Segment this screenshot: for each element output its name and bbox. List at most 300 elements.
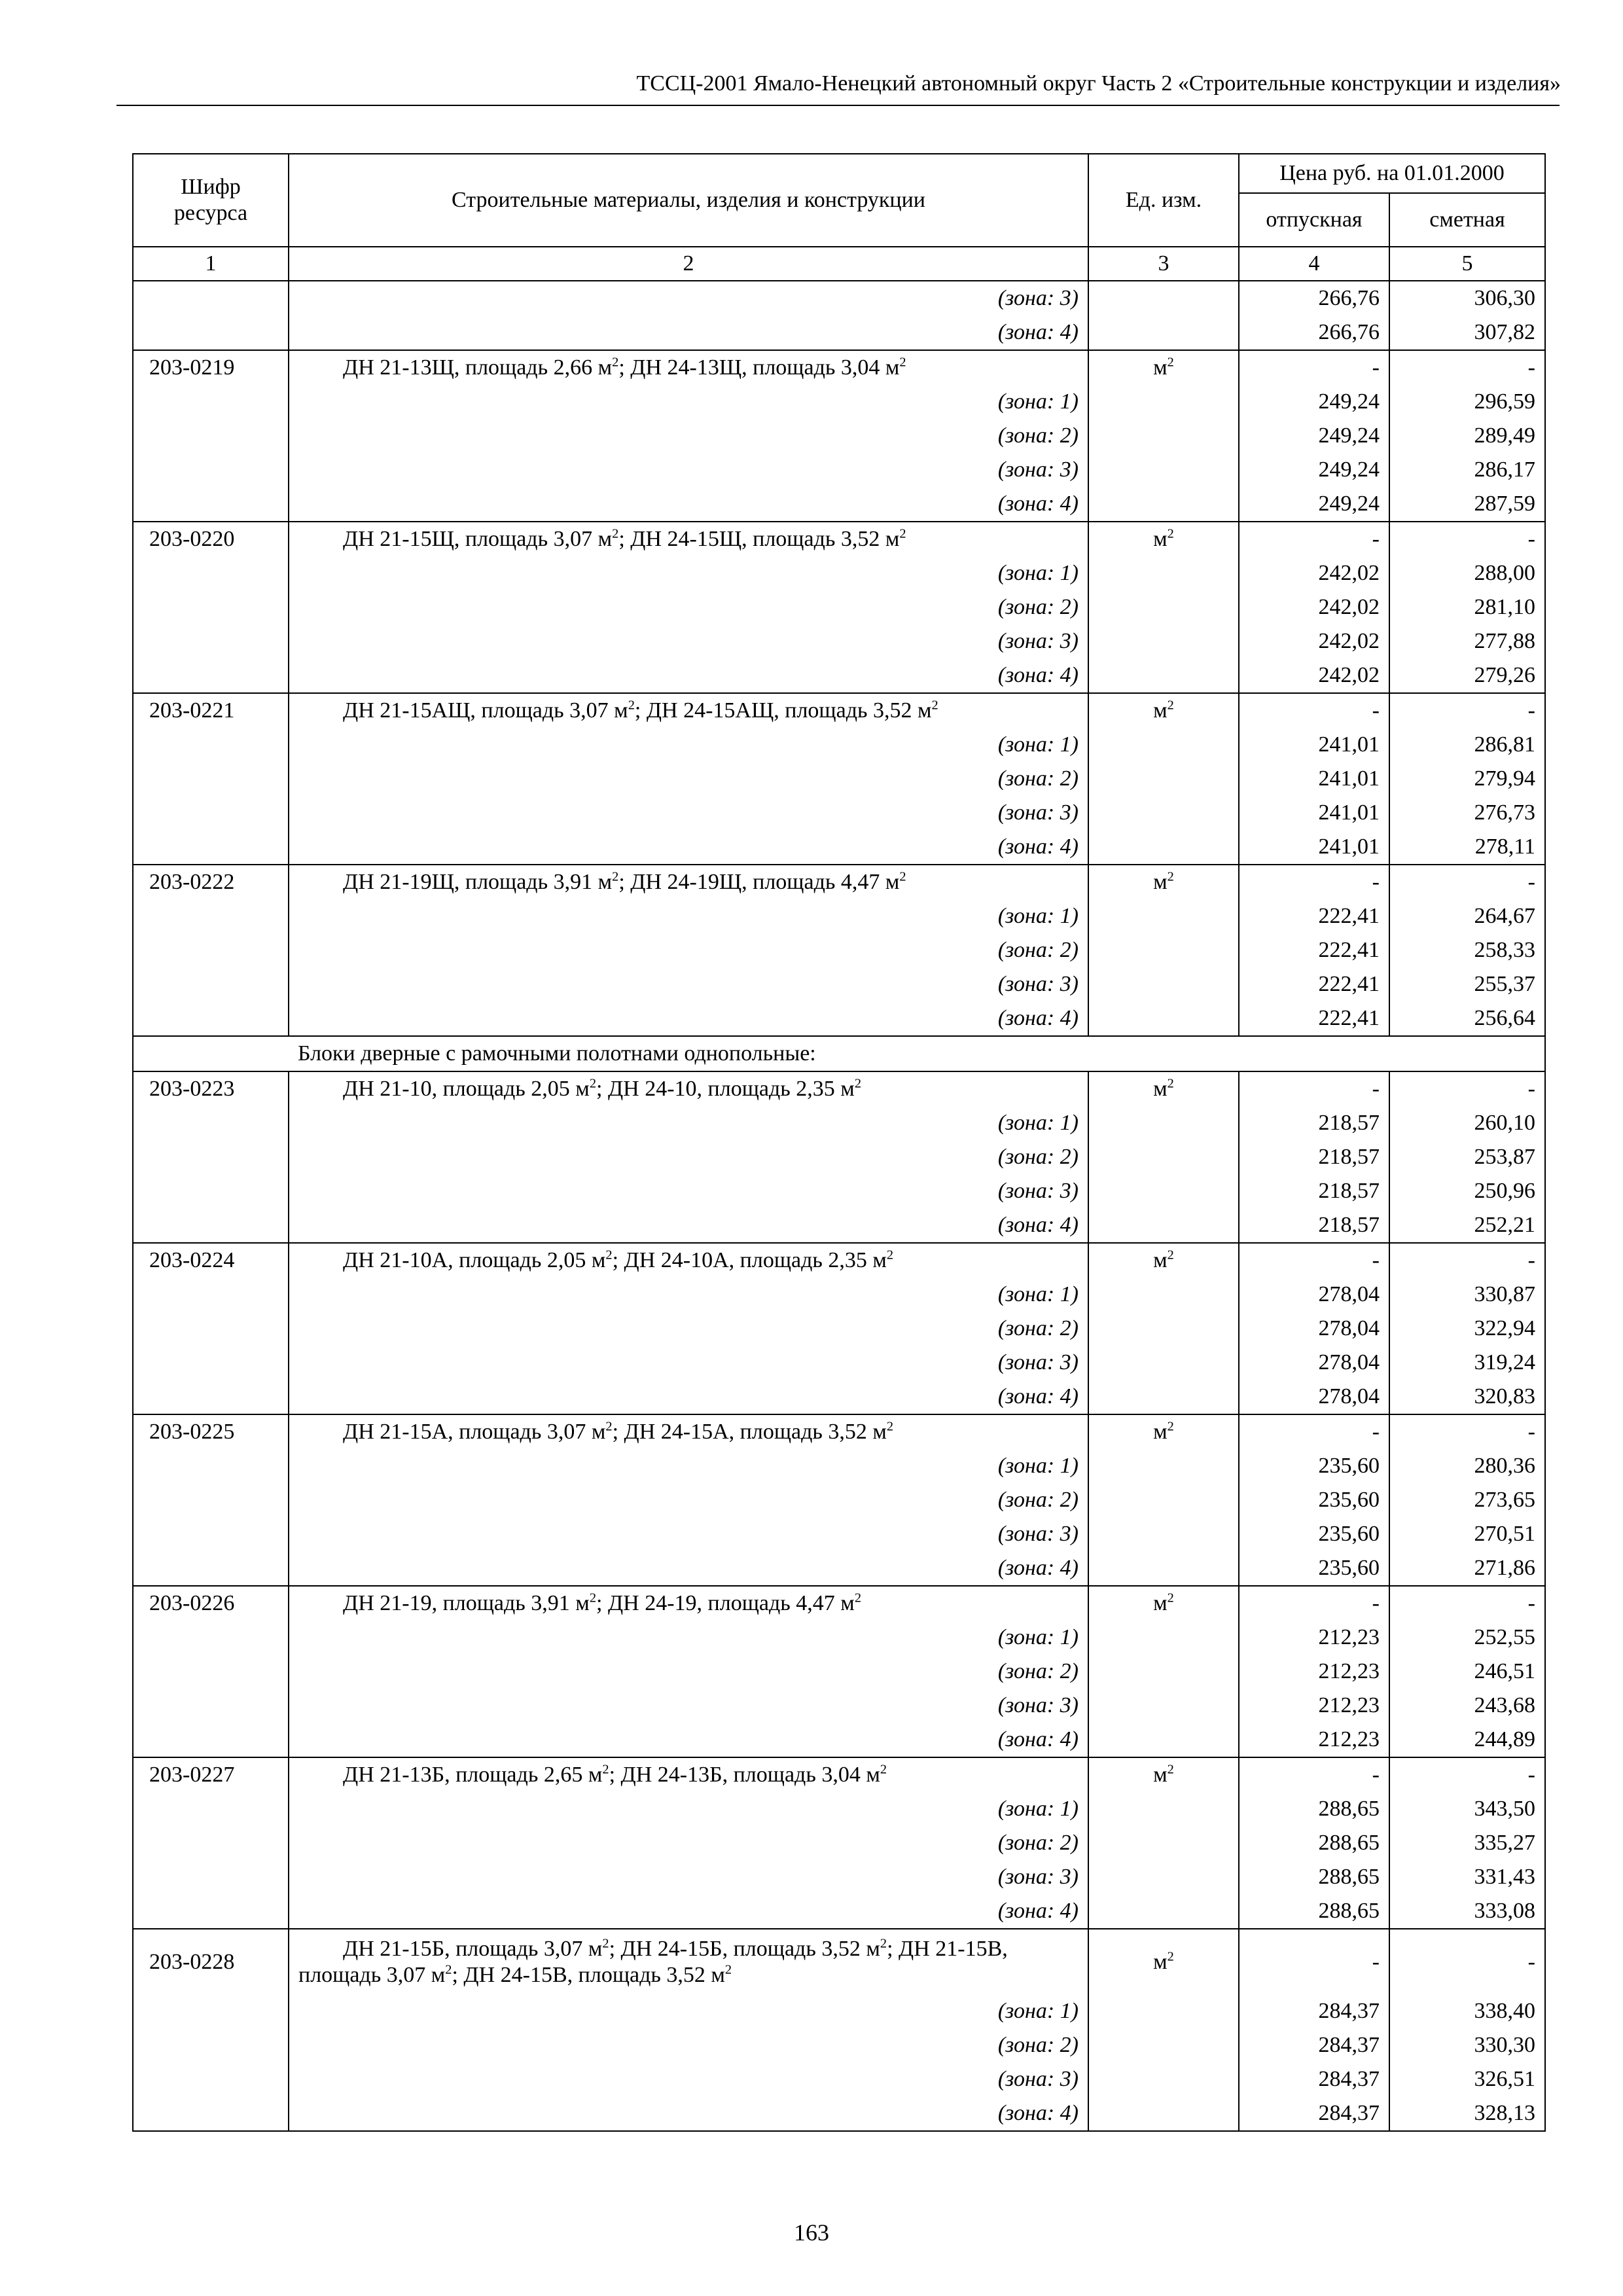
estimate-price: 333,08: [1389, 1894, 1545, 1929]
zone-label: (зона: 3): [289, 1860, 1088, 1894]
zone-label: (зона: 2): [289, 1140, 1088, 1174]
release-price: 249,24: [1239, 487, 1389, 522]
estimate-price: 253,87: [1389, 1140, 1545, 1174]
zone-row: [133, 1860, 1545, 1894]
release-price: 278,04: [1239, 1380, 1389, 1414]
item-row: [133, 350, 1545, 385]
zone-label: (зона: 4): [289, 2096, 1088, 2131]
zone-label: (зона: 1): [289, 728, 1088, 762]
zone-label: (зона: 2): [289, 1655, 1088, 1689]
code-cell: [133, 762, 289, 796]
zone-row: [133, 2096, 1545, 2131]
zone-row: [133, 1346, 1545, 1380]
unit: $м^2$: [1088, 865, 1239, 899]
release-price: 284,37: [1239, 2028, 1389, 2062]
section-label: Блоки дверные с рамочными полотнами однопольные:: [289, 1036, 1545, 1071]
item-name: ДН 21-10А, площадь 2,05 $м^2$; ДН 24-10А, площадь 2,35 $м^2$: [289, 1243, 1088, 1278]
estimate-price: 252,21: [1389, 1208, 1545, 1243]
zone-row: [133, 1826, 1545, 1860]
zone-row: [133, 487, 1545, 522]
code-cell: [133, 1140, 289, 1174]
code-cell: [133, 2062, 289, 2096]
zone-label: (зона: 2): [289, 590, 1088, 624]
code-cell: [133, 453, 289, 487]
resource-code: 203-0227: [133, 1757, 289, 1792]
estimate-price: -: [1389, 1757, 1545, 1792]
zone-row: [133, 1106, 1545, 1140]
estimate-price: 279,94: [1389, 762, 1545, 796]
unit-cell: [1088, 1826, 1239, 1860]
zone-row: [133, 1449, 1545, 1483]
zone-row: [133, 899, 1545, 933]
unit-cell: [1088, 487, 1239, 522]
unit: $м^2$: [1088, 1414, 1239, 1449]
zone-label: (зона: 4): [289, 1723, 1088, 1757]
code-cell: [133, 590, 289, 624]
code-cell: [133, 281, 289, 315]
zone-row: [133, 419, 1545, 453]
zone-row: [133, 2028, 1545, 2062]
release-price: 235,60: [1239, 1449, 1389, 1483]
zone-row: [133, 1278, 1545, 1312]
unit-cell: [1088, 933, 1239, 967]
unit-cell: [1088, 1380, 1239, 1414]
zone-label: (зона: 2): [289, 933, 1088, 967]
estimate-price: 250,96: [1389, 1174, 1545, 1208]
resource-code: 203-0222: [133, 865, 289, 899]
unit-cell: [1088, 315, 1239, 350]
zone-label: (зона: 3): [289, 967, 1088, 1001]
estimate-price: -: [1389, 1586, 1545, 1621]
table-body: [133, 281, 1545, 2131]
code-cell: [133, 624, 289, 658]
section-code-cell: [133, 1036, 289, 1071]
release-price: 241,01: [1239, 796, 1389, 830]
header-rule: [116, 105, 1560, 106]
release-price: 218,57: [1239, 1106, 1389, 1140]
item-row: [133, 1586, 1545, 1621]
item-row: [133, 865, 1545, 899]
item-row: [133, 1929, 1545, 1994]
code-cell: [133, 1621, 289, 1655]
estimate-price: 256,64: [1389, 1001, 1545, 1036]
zone-row: [133, 1621, 1545, 1655]
zone-label: (зона: 4): [289, 315, 1088, 350]
release-price: 242,02: [1239, 556, 1389, 590]
zone-row: [133, 556, 1545, 590]
estimate-price: 286,17: [1389, 453, 1545, 487]
estimate-price: 273,65: [1389, 1483, 1545, 1517]
estimate-price: 320,83: [1389, 1380, 1545, 1414]
unit-cell: [1088, 1174, 1239, 1208]
item-name-line-2: площадь 3,07 $м^2$; ДН 24-15В, площадь 3,52 $м^2$: [298, 1962, 732, 1987]
estimate-price: 258,33: [1389, 933, 1545, 967]
zone-label: (зона: 3): [289, 1517, 1088, 1551]
unit-cell: [1088, 1346, 1239, 1380]
unit-cell: [1088, 1860, 1239, 1894]
estimate-price: 326,51: [1389, 2062, 1545, 2096]
code-cell: [133, 1483, 289, 1517]
estimate-price: 331,43: [1389, 1860, 1545, 1894]
release-price: 284,37: [1239, 2062, 1389, 2096]
unit: $м^2$: [1088, 1071, 1239, 1106]
estimate-price: -: [1389, 1071, 1545, 1106]
zone-row: [133, 385, 1545, 419]
release-price: 242,02: [1239, 590, 1389, 624]
zone-row: [133, 1312, 1545, 1346]
estimate-price: -: [1389, 693, 1545, 728]
item-name: ДН 21-13Щ, площадь 2,66 $м^2$; ДН 24-13Щ, площадь 3,04 $м^2$: [289, 350, 1088, 385]
unit-cell: [1088, 1483, 1239, 1517]
code-cell: [133, 315, 289, 350]
zone-row: [133, 1140, 1545, 1174]
unit-cell: [1088, 899, 1239, 933]
unit-cell: [1088, 1001, 1239, 1036]
zone-label: (зона: 1): [289, 1278, 1088, 1312]
unit-cell: [1088, 1551, 1239, 1586]
zone-row: [133, 1174, 1545, 1208]
zone-row: [133, 453, 1545, 487]
release-price: 288,65: [1239, 1860, 1389, 1894]
code-cell: [133, 1689, 289, 1723]
unit-cell: [1088, 1140, 1239, 1174]
item-name: ДН 21-10, площадь 2,05 $м^2$; ДН 24-10, площадь 2,35 $м^2$: [289, 1071, 1088, 1106]
release-price: -: [1239, 1243, 1389, 1278]
release-price: 222,41: [1239, 967, 1389, 1001]
resource-code: 203-0225: [133, 1414, 289, 1449]
unit-cell: [1088, 2096, 1239, 2131]
code-cell: [133, 1551, 289, 1586]
col-header-estimate: сметная: [1389, 193, 1545, 247]
zone-row: [133, 2062, 1545, 2096]
zone-label: (зона: 4): [289, 1551, 1088, 1586]
code-cell: [133, 1860, 289, 1894]
section-row: [133, 1036, 1545, 1071]
estimate-price: 279,26: [1389, 658, 1545, 693]
zone-label: (зона: 1): [289, 1792, 1088, 1826]
zone-label: (зона: 1): [289, 1106, 1088, 1140]
col-number-2: 2: [289, 247, 1088, 281]
unit: $м^2$: [1088, 1243, 1239, 1278]
unit-cell: [1088, 1689, 1239, 1723]
release-price: 284,37: [1239, 1994, 1389, 2028]
code-cell: [133, 556, 289, 590]
zone-row: [133, 762, 1545, 796]
unit-cell: [1088, 556, 1239, 590]
running-header: ТССЦ-2001 Ямало-Ненецкий автономный округ Часть 2 «Строительные конструкции и изделия»: [636, 71, 1561, 96]
release-price: 249,24: [1239, 385, 1389, 419]
unit-cell: [1088, 419, 1239, 453]
resource-code: 203-0224: [133, 1243, 289, 1278]
estimate-price: 330,87: [1389, 1278, 1545, 1312]
zone-row: [133, 1894, 1545, 1929]
unit: $м^2$: [1088, 1757, 1239, 1792]
estimate-price: -: [1389, 865, 1545, 899]
estimate-price: 271,86: [1389, 1551, 1545, 1586]
zone-label: (зона: 3): [289, 2062, 1088, 2096]
zone-label: (зона: 2): [289, 1312, 1088, 1346]
code-cell: [133, 385, 289, 419]
zone-label: (зона: 2): [289, 1483, 1088, 1517]
item-row: [133, 522, 1545, 556]
code-cell: [133, 1208, 289, 1243]
release-price: 218,57: [1239, 1208, 1389, 1243]
unit: $м^2$: [1088, 1929, 1239, 1994]
zone-label: (зона: 1): [289, 899, 1088, 933]
unit-cell: [1088, 2028, 1239, 2062]
release-price: 222,41: [1239, 899, 1389, 933]
estimate-price: 289,49: [1389, 419, 1545, 453]
release-price: 284,37: [1239, 2096, 1389, 2131]
code-cell: [133, 1346, 289, 1380]
estimate-price: 264,67: [1389, 899, 1545, 933]
item-name: ДН 21-15АЩ, площадь 3,07 $м^2$; ДН 24-15АЩ, площадь 3,52 $м^2$: [289, 693, 1088, 728]
code-cell: [133, 1994, 289, 2028]
release-price: -: [1239, 350, 1389, 385]
unit-cell: [1088, 1449, 1239, 1483]
zone-label: (зона: 1): [289, 556, 1088, 590]
item-row: [133, 1414, 1545, 1449]
release-price: -: [1239, 1586, 1389, 1621]
estimate-price: 307,82: [1389, 315, 1545, 350]
release-price: 218,57: [1239, 1140, 1389, 1174]
estimate-price: 338,40: [1389, 1994, 1545, 2028]
release-price: -: [1239, 1071, 1389, 1106]
zone-label: (зона: 2): [289, 762, 1088, 796]
zone-row: [133, 1655, 1545, 1689]
item-row: [133, 1243, 1545, 1278]
unit-cell: [1088, 796, 1239, 830]
item-row: [133, 1071, 1545, 1106]
zone-row: [133, 1380, 1545, 1414]
unit-cell: [1088, 385, 1239, 419]
release-price: 249,24: [1239, 419, 1389, 453]
release-price: 266,76: [1239, 281, 1389, 315]
estimate-price: 288,00: [1389, 556, 1545, 590]
unit-cell: [1088, 1723, 1239, 1757]
zone-label: (зона: 3): [289, 1346, 1088, 1380]
item-name: ДН 21-13Б, площадь 2,65 $м^2$; ДН 24-13Б, площадь 3,04 $м^2$: [289, 1757, 1088, 1792]
resource-code: 203-0220: [133, 522, 289, 556]
code-cell: [133, 1449, 289, 1483]
code-cell: [133, 1106, 289, 1140]
col-header-code: Шифр ресурса: [133, 154, 289, 247]
col-header-release: отпускная: [1239, 193, 1389, 247]
estimate-price: 278,11: [1389, 830, 1545, 865]
release-price: 242,02: [1239, 624, 1389, 658]
zone-label: (зона: 3): [289, 624, 1088, 658]
code-cell: [133, 899, 289, 933]
item-name: [289, 1929, 1088, 1994]
item-name: ДН 21-15А, площадь 3,07 $м^2$; ДН 24-15А, площадь 3,52 $м^2$: [289, 1414, 1088, 1449]
release-price: -: [1239, 522, 1389, 556]
estimate-price: 296,59: [1389, 385, 1545, 419]
zone-row: [133, 728, 1545, 762]
code-cell: [133, 1723, 289, 1757]
release-price: 218,57: [1239, 1174, 1389, 1208]
zone-label: (зона: 3): [289, 1174, 1088, 1208]
unit-cell: [1088, 1655, 1239, 1689]
item-name: ДН 21-19Щ, площадь 3,91 $м^2$; ДН 24-19Щ, площадь 4,47 $м^2$: [289, 865, 1088, 899]
zone-row: [133, 590, 1545, 624]
estimate-price: 276,73: [1389, 796, 1545, 830]
zone-label: (зона: 2): [289, 2028, 1088, 2062]
resource-code: 203-0226: [133, 1586, 289, 1621]
zone-label: (зона: 1): [289, 1449, 1088, 1483]
col-header-unit: Ед. изм.: [1088, 154, 1239, 247]
zone-label: (зона: 4): [289, 487, 1088, 522]
unit-cell: [1088, 1994, 1239, 2028]
code-cell: [133, 487, 289, 522]
unit-cell: [1088, 830, 1239, 865]
unit-cell: [1088, 590, 1239, 624]
code-cell: [133, 933, 289, 967]
release-price: -: [1239, 1757, 1389, 1792]
unit-cell: [1088, 1517, 1239, 1551]
item-name-line-1: ДН 21-15Б, площадь 3,07 $м^2$; ДН 24-15Б, площадь 3,52 $м^2$; ДН 21-15В,: [343, 1936, 1008, 1961]
code-cell: [133, 1312, 289, 1346]
estimate-price: 287,59: [1389, 487, 1545, 522]
estimate-price: 252,55: [1389, 1621, 1545, 1655]
unit: $м^2$: [1088, 693, 1239, 728]
code-cell: [133, 1655, 289, 1689]
estimate-price: 255,37: [1389, 967, 1545, 1001]
release-price: 278,04: [1239, 1278, 1389, 1312]
zone-row: [133, 830, 1545, 865]
col-number-4: 4: [1239, 247, 1389, 281]
code-cell: [133, 830, 289, 865]
zone-row: [133, 1723, 1545, 1757]
zone-label: (зона: 3): [289, 796, 1088, 830]
unit-cell: [1088, 1106, 1239, 1140]
zone-label: (зона: 4): [289, 830, 1088, 865]
page-number: 163: [794, 2219, 829, 2246]
zone-row: [133, 1551, 1545, 1586]
release-price: 249,24: [1239, 453, 1389, 487]
estimate-price: 270,51: [1389, 1517, 1545, 1551]
col-header-price: Цена руб. на 01.01.2000: [1239, 154, 1545, 193]
unit-cell: [1088, 762, 1239, 796]
release-price: 278,04: [1239, 1312, 1389, 1346]
resource-code: 203-0219: [133, 350, 289, 385]
unit-cell: [1088, 1894, 1239, 1929]
estimate-price: -: [1389, 522, 1545, 556]
release-price: 288,65: [1239, 1894, 1389, 1929]
code-cell: [133, 2028, 289, 2062]
release-price: 212,23: [1239, 1655, 1389, 1689]
unit-cell: [1088, 1792, 1239, 1826]
zone-row: [133, 967, 1545, 1001]
resource-code: 203-0221: [133, 693, 289, 728]
release-price: 212,23: [1239, 1723, 1389, 1757]
zone-row: [133, 658, 1545, 693]
release-price: 212,23: [1239, 1621, 1389, 1655]
estimate-price: -: [1389, 1243, 1545, 1278]
zone-row: [133, 1792, 1545, 1826]
zone-row: [133, 624, 1545, 658]
release-price: 241,01: [1239, 830, 1389, 865]
code-cell: [133, 1174, 289, 1208]
item-row: [133, 1757, 1545, 1792]
estimate-price: 286,81: [1389, 728, 1545, 762]
zone-label: (зона: 1): [289, 385, 1088, 419]
release-price: -: [1239, 1414, 1389, 1449]
estimate-price: 246,51: [1389, 1655, 1545, 1689]
unit: $м^2$: [1088, 522, 1239, 556]
zone-label: (зона: 3): [289, 453, 1088, 487]
estimate-price: 322,94: [1389, 1312, 1545, 1346]
release-price: 235,60: [1239, 1483, 1389, 1517]
code-cell: [133, 1792, 289, 1826]
estimate-price: 306,30: [1389, 281, 1545, 315]
estimate-price: 281,10: [1389, 590, 1545, 624]
estimate-price: -: [1389, 1414, 1545, 1449]
code-cell: [133, 1894, 289, 1929]
unit-cell: [1088, 967, 1239, 1001]
estimate-price: 280,36: [1389, 1449, 1545, 1483]
zone-label: (зона: 2): [289, 1826, 1088, 1860]
zone-row: [133, 1001, 1545, 1036]
release-price: 222,41: [1239, 1001, 1389, 1036]
item-name: ДН 21-15Щ, площадь 3,07 $м^2$; ДН 24-15Щ, площадь 3,52 $м^2$: [289, 522, 1088, 556]
item-row: [133, 693, 1545, 728]
estimate-price: 328,13: [1389, 2096, 1545, 2131]
release-price: 278,04: [1239, 1346, 1389, 1380]
col-header-name: Строительные материалы, изделия и конструкции: [289, 154, 1088, 247]
unit: $м^2$: [1088, 350, 1239, 385]
estimate-price: 277,88: [1389, 624, 1545, 658]
col-number-3: 3: [1088, 247, 1239, 281]
zone-label: (зона: 1): [289, 1621, 1088, 1655]
code-cell: [133, 419, 289, 453]
zone-label: (зона: 1): [289, 1994, 1088, 2028]
estimate-price: 243,68: [1389, 1689, 1545, 1723]
code-cell: [133, 1380, 289, 1414]
code-cell: [133, 1001, 289, 1036]
code-cell: [133, 1517, 289, 1551]
price-table: [132, 153, 1546, 2132]
estimate-price: -: [1389, 350, 1545, 385]
zone-row: [133, 1483, 1545, 1517]
unit-cell: [1088, 624, 1239, 658]
release-price: 235,60: [1239, 1551, 1389, 1586]
zone-row: [133, 281, 1545, 315]
zone-row: [133, 1208, 1545, 1243]
code-cell: [133, 2096, 289, 2131]
zone-row: [133, 315, 1545, 350]
estimate-price: 335,27: [1389, 1826, 1545, 1860]
code-cell: [133, 658, 289, 693]
estimate-price: 330,30: [1389, 2028, 1545, 2062]
resource-code: 203-0223: [133, 1071, 289, 1106]
zone-label: (зона: 4): [289, 658, 1088, 693]
zone-row: [133, 1689, 1545, 1723]
resource-code: 203-0228: [133, 1929, 289, 1994]
zone-label: (зона: 3): [289, 1689, 1088, 1723]
col-number-5: 5: [1389, 247, 1545, 281]
estimate-price: 343,50: [1389, 1792, 1545, 1826]
unit-cell: [1088, 728, 1239, 762]
col-number-1: 1: [133, 247, 289, 281]
release-price: -: [1239, 865, 1389, 899]
release-price: 212,23: [1239, 1689, 1389, 1723]
release-price: 222,41: [1239, 933, 1389, 967]
release-price: 288,65: [1239, 1792, 1389, 1826]
zone-label: (зона: 4): [289, 1380, 1088, 1414]
zone-row: [133, 796, 1545, 830]
code-cell: [133, 728, 289, 762]
release-price: 242,02: [1239, 658, 1389, 693]
